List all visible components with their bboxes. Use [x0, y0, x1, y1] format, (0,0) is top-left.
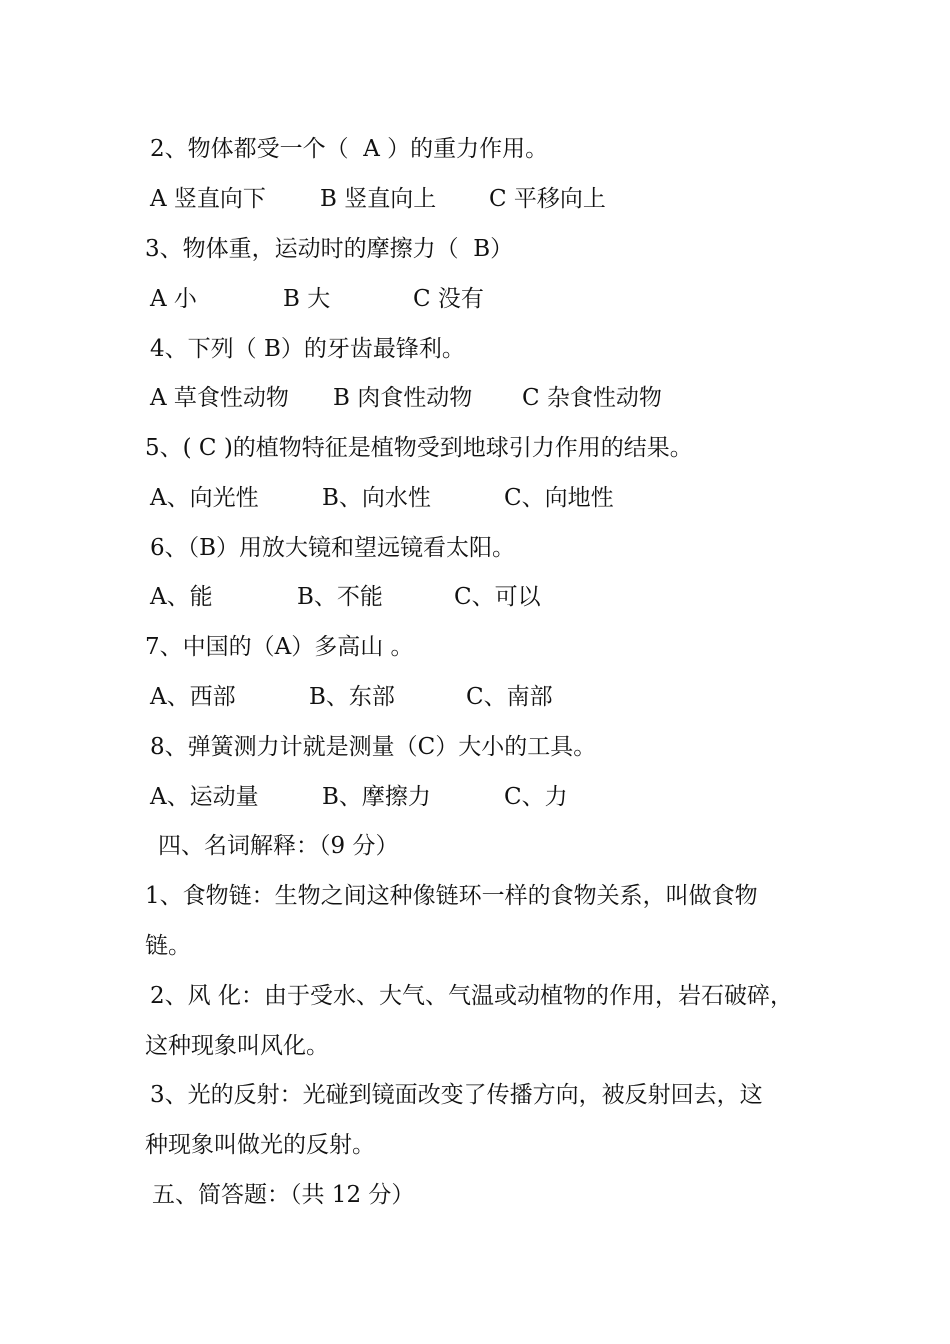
option-b: B、不能: [297, 584, 383, 610]
question-stem: 4、下列（ B）的牙齿最锋利。: [150, 336, 465, 362]
definition-line: 1、食物链：生物之间这种像链环一样的食物关系，叫做食物: [145, 883, 758, 909]
option-a: A、运动量: [150, 784, 259, 810]
option-c: C、力: [504, 784, 568, 810]
definition-line: 2、风 化：由于受水、大气、气温或动植物的作用，岩石破碎，: [150, 983, 793, 1009]
option-c: C 平移向上: [489, 186, 606, 212]
definition-line: 这种现象叫风化。: [145, 1033, 329, 1059]
option-c: C、向地性: [504, 485, 614, 511]
definition-line: 链。: [145, 933, 191, 959]
question-stem: 5、( C )的植物特征是植物受到地球引力作用的结果。: [145, 435, 693, 461]
option-b: B、东部: [309, 684, 395, 710]
option-a: A、能: [150, 584, 213, 610]
option-b: B 肉食性动物: [333, 385, 473, 411]
definition-line: 3、光的反射：光碰到镜面改变了传播方向，被反射回去，这: [150, 1082, 763, 1108]
option-b: B 竖直向上: [320, 186, 437, 212]
question-stem: 8、弹簧测力计就是测量（C）大小的工具。: [150, 734, 597, 760]
option-c: C 杂食性动物: [522, 385, 662, 411]
option-b: B、向水性: [322, 485, 431, 511]
question-stem: 2、物体都受一个（ A ）的重力作用。: [150, 136, 549, 162]
option-c: C、南部: [466, 684, 553, 710]
question-stem: 6、（B）用放大镜和望远镜看太阳。: [150, 535, 516, 561]
option-a: A 小: [150, 286, 197, 312]
option-c: C、可以: [454, 584, 541, 610]
option-a: A、向光性: [150, 485, 259, 511]
definition-line: 种现象叫做光的反射。: [145, 1132, 375, 1158]
option-a: A、西部: [150, 684, 236, 710]
section-heading: 四、名词解释：（9 分）: [158, 833, 399, 859]
question-stem: 3、物体重，运动时的摩擦力（ B）: [145, 236, 514, 262]
option-a: A 竖直向下: [150, 186, 266, 212]
option-a: A 草食性动物: [150, 385, 289, 411]
option-b: B、摩擦力: [322, 784, 431, 810]
question-stem: 7、中国的（A）多高山 。: [145, 634, 414, 660]
option-c: C 没有: [413, 286, 484, 312]
option-b: B 大: [283, 286, 331, 312]
section-heading: 五、简答题：（共 12 分）: [152, 1182, 415, 1208]
